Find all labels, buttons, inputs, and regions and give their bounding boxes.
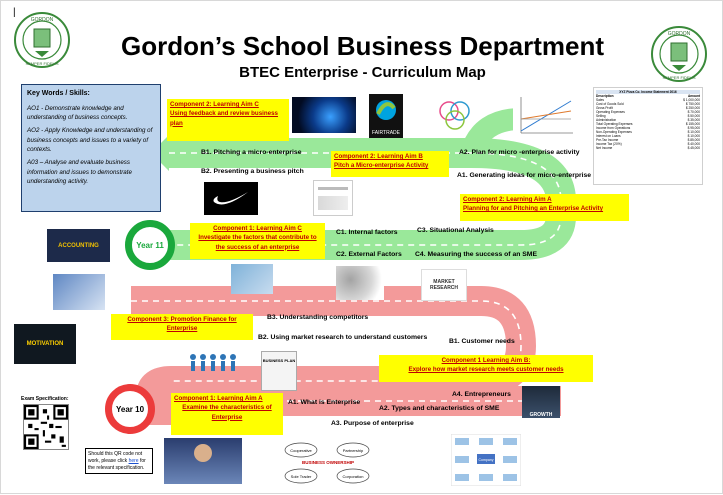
topic-b2-present: B2. Presenting a business pitch [201,168,304,175]
global-network-image [292,97,356,133]
c1-aim-b-title: Component 1 Learning Aim B: [441,357,531,364]
c1-aim-c-title: Component 1: Learning Aim C [213,225,302,232]
year11-label: Year 11 [136,240,164,250]
income-statement-label: Description [596,94,614,98]
topic-b3-competitors: B3. Understanding competitors [267,314,369,321]
topic-a2-types: A2. Types and characteristics of SME [379,405,500,412]
business-plan-image [261,351,297,391]
qr-note-text-a: Should this QR code not work, please click [88,451,143,464]
key-words-box [21,84,161,212]
svg-text:GORDON: GORDON [667,31,691,37]
year11-ring [125,220,175,270]
income-statement-image [593,87,703,185]
income-statement-label: Pre-Tax Income [596,138,619,142]
ao3-text: A03 – Analyse and evaluate business information and issues to demonstrate understanding activity. [27,158,132,186]
calculator-image [53,274,105,310]
puzzle-image [336,266,384,300]
spec-link[interactable]: here [128,457,139,464]
coins-image [231,264,273,294]
accounting-image [47,229,110,262]
c1-aim-b-box [379,355,593,382]
text-cursor: | [13,7,16,18]
business-ownership-diagram-image [281,438,375,486]
nike-logo-image [204,182,258,215]
motivation-image-text: MOTIVATION [26,341,64,347]
svg-text:SEMPER FIDELIS: SEMPER FIDELIS [662,75,696,80]
c1-aim-c-box [190,223,325,259]
c2-aim-b-box [331,151,449,177]
c3-box [111,314,253,340]
ao1-text: AO1 - Demonstrate knowledge and understanding of business concepts. [27,104,128,122]
c1-aim-c-desc: Investigate the factors that contribute to the success of an enterprise [198,234,317,251]
c2-aim-c-title: Component 2: Learning Aim C [170,101,259,108]
topic-a1-ideas: A1. Generating ideas for micro-enterprise [457,172,592,179]
topic-a4-entrepreneurs: A4. Entrepreneurs [452,391,511,398]
svg-text:SEMPER FIDELIS: SEMPER FIDELIS [25,61,59,66]
ao2-text: AO2 - Apply Knowledge and understanding of business concepts and issues to a variety of contexts. [27,127,153,154]
c1-aim-b-desc: Explore how market research meets customer needs [408,366,564,374]
income-statement-title: XYZ Pizza Co. Income Statement 2016 [596,90,700,94]
income-statement-label: Sales [596,98,604,102]
c2-aim-c-desc: Using feedback and review business plan [170,110,278,127]
svg-text:BUSINESS OWNERSHIP: BUSINESS OWNERSHIP [301,460,355,465]
page-subtitle: BTEC Enterprise - Curriculum Map [239,64,486,81]
income-statement-amount: $ 45,000 [687,146,700,150]
year10-ring [105,384,155,434]
qr-fallback-note [85,448,153,474]
income-statement-amount: Amount [687,94,700,98]
income-statement-amount: $ 95,000 [687,126,700,130]
income-statement-label: Cost of Goods Sold [596,102,624,106]
svg-text:Partnership: Partnership [342,448,364,453]
year10-label: Year 10 [115,404,145,414]
document-chart-image [313,180,353,216]
topic-c4-measure: C4. Measuring the success of an SME [415,251,538,258]
income-statement-amount: $ 1,000,000 [683,98,700,102]
qr-code-image[interactable] [23,404,69,450]
income-statement-amount: $ 10,000 [687,134,700,138]
market-research-image [421,269,467,301]
entrepreneur-photo-image [164,438,242,484]
svg-text:Company: Company [478,458,494,462]
income-statement-label: Gross Profit [596,106,613,110]
topic-a3-purpose: A3. Purpose of enterprise [331,420,414,427]
business-plan-image-text: BUSINESS PLAN [262,358,296,363]
exam-spec-label: Exam Specification: [21,396,69,402]
qr-note-text-b: for the relevant specification. [88,457,146,471]
income-statement-label: Selling [596,114,606,118]
c2-aim-b-title: Component 2: Learning Aim B [334,153,423,160]
c3-title: Component 3: Promotion Finance for Enterprise [127,316,237,333]
c2-aim-c-box [167,99,289,141]
income-statement-amount: $ 70,000 [687,110,700,114]
income-statement-amount: $ 10,000 [687,130,700,134]
svg-text:FAIRTRADE: FAIRTRADE [372,130,400,136]
income-statement-label: Income Tax (20%) [596,142,622,146]
topic-b1-pitch: B1. Pitching a micro-enterprise [201,149,302,156]
income-statement-rows [596,94,700,150]
svg-text:Cooperative: Cooperative [290,448,312,453]
svg-text:Sole Trader: Sole Trader [290,474,312,479]
income-statement-amount: $ 50,000 [687,114,700,118]
income-statement-row [596,146,700,150]
growth-image-text: GROWTH [529,412,553,418]
stakeholder-diagram-image [451,434,521,486]
c2-aim-a-desc: Planning for and Pitching an Enterprise Activity [463,205,604,213]
people-group-image [187,351,243,377]
income-statement-label: Interest on Loans [596,134,621,138]
income-statement-amount: $ 750,000 [685,102,700,106]
topic-c1-internal: C1. Internal factors [336,229,398,236]
topic-a1-what: A1. What is Enterprise [288,399,361,406]
key-words-heading: Key Words / Skills: [27,90,90,97]
accounting-image-text: ACCOUNTING [58,242,99,249]
c1-aim-a-desc: Examine the characteristics of Enterprise [182,404,272,421]
page-title: Gordon’s School Business Department [120,31,604,61]
income-statement-label: Income from Operations [596,126,631,130]
income-statement-label: Total Operating Expenses [596,122,633,126]
c2-aim-b-desc: Pitch a Micro-enterprise Activity [334,162,429,170]
topic-b1-customer: B1. Customer needs [449,338,515,345]
growth-image [522,386,560,418]
c1-aim-a-title: Component 1: Learning Aim A [174,395,263,402]
svg-text:Corporation: Corporation [342,474,364,479]
income-statement-amount: $ 35,000 [687,118,700,122]
motivation-image [14,324,76,364]
income-statement-label: Administration [596,118,617,122]
break-even-chart-image [513,93,577,139]
income-statement-label: Net Income [596,146,613,150]
topic-a2-plan: A2. Plan for micro -enterprise activity [459,149,580,156]
c1-aim-a-box [171,393,283,435]
market-research-image-text: MARKET RESEARCH [429,279,459,291]
income-statement-amount: $ 155,000 [685,122,700,126]
income-statement-label: Operating Expenses [596,110,625,114]
income-statement-amount: $ 85,000 [687,138,700,142]
income-statement-amount: $ 250,000 [685,106,700,110]
topic-c2-external: C2. External Factors [336,251,402,258]
income-statement-amount: $ 40,000 [687,142,700,146]
fairtrade-logo-image [369,94,403,138]
venn-logo-image [433,97,477,133]
c2-aim-a-box [460,194,629,221]
topic-c3-situational: C3. Situational Analysis [417,227,494,234]
income-statement-label: Non-Operating Expenses [596,130,632,134]
c2-aim-a-title: Component 2: Learning Aim A [463,196,552,203]
svg-text:GORDON: GORDON [30,17,54,23]
topic-b2-market: B2. Using market research to understand customers [258,334,428,341]
